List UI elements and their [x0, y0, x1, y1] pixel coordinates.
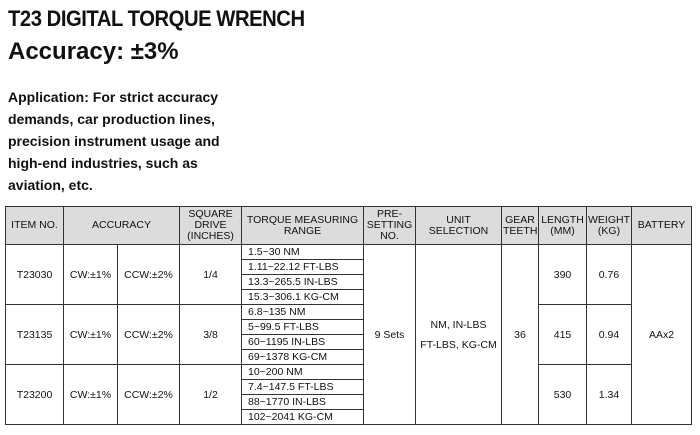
item-no: T23030	[6, 245, 64, 305]
application-line: demands, car production lines,	[8, 111, 215, 127]
header-battery: BATTERY	[632, 207, 692, 245]
header-item-no: ITEM NO.	[6, 207, 64, 245]
gear-teeth-value: 36	[502, 245, 539, 425]
torque-range: 69~1378 KG-CM	[242, 350, 364, 365]
header-presetting: PRE- SETTING NO.	[364, 207, 416, 245]
header-square-drive: SQUARE DRIVE (INCHES)	[180, 207, 242, 245]
item-no: T23200	[6, 365, 64, 425]
battery-value: AAx2	[632, 245, 692, 425]
page-title: T23 DIGITAL TORQUE WRENCH	[8, 6, 305, 31]
torque-range: 88~1770 IN-LBS	[242, 395, 364, 410]
ccw-accuracy: CCW:±2%	[118, 245, 180, 305]
torque-range: 7.4~147.5 FT-LBS	[242, 380, 364, 395]
torque-range: 6.8~135 NM	[242, 305, 364, 320]
cw-accuracy: CW:±1%	[64, 245, 118, 305]
square-drive: 1/4	[180, 245, 242, 305]
header-weight: WEIGHT (KG)	[587, 207, 632, 245]
length-value: 390	[539, 245, 587, 305]
torque-range: 13.3~265.5 IN-LBS	[242, 275, 364, 290]
length-value: 415	[539, 305, 587, 365]
table-row	[6, 245, 692, 260]
torque-range: 1.5~30 NM	[242, 245, 364, 260]
application-text	[8, 86, 258, 196]
length-value: 530	[539, 365, 587, 425]
header-unit-selection: UNIT SELECTION	[416, 207, 502, 245]
weight-value: 0.94	[587, 305, 632, 365]
accuracy-heading: Accuracy: ±3%	[8, 38, 179, 65]
header-torque-range: TORQUE MEASURING RANGE	[242, 207, 364, 245]
ccw-accuracy: CCW:±2%	[118, 365, 180, 425]
application-line: high-end industries, such as	[8, 155, 198, 171]
table-row	[6, 365, 692, 380]
ccw-accuracy: CCW:±2%	[118, 305, 180, 365]
header-accuracy: ACCURACY	[64, 207, 180, 245]
square-drive: 3/8	[180, 305, 242, 365]
weight-value: 1.34	[587, 365, 632, 425]
torque-range: 5~99.5 FT-LBS	[242, 320, 364, 335]
header-row	[6, 207, 692, 245]
header-gear-teeth: GEAR TEETH	[502, 207, 539, 245]
unit-selection-value: NM, IN-LBS FT-LBS, KG-CM	[416, 245, 502, 425]
torque-range: 15.3~306.1 KG-CM	[242, 290, 364, 305]
item-no: T23135	[6, 305, 64, 365]
application-line: precision instrument usage and	[8, 133, 220, 149]
cw-accuracy: CW:±1%	[64, 305, 118, 365]
application-line: aviation, etc.	[8, 177, 93, 193]
torque-range: 1.11~22.12 FT-LBS	[242, 260, 364, 275]
header-length: LENGTH (MM)	[539, 207, 587, 245]
torque-range: 60~1195 IN-LBS	[242, 335, 364, 350]
application-line: Application: For strict accuracy	[8, 89, 219, 105]
torque-range: 102~2041 KG-CM	[242, 410, 364, 425]
table-row	[6, 305, 692, 320]
torque-range: 10~200 NM	[242, 365, 364, 380]
weight-value: 0.76	[587, 245, 632, 305]
spec-table	[5, 206, 692, 425]
square-drive: 1/2	[180, 365, 242, 425]
cw-accuracy: CW:±1%	[64, 365, 118, 425]
presetting-value: 9 Sets	[364, 245, 416, 425]
